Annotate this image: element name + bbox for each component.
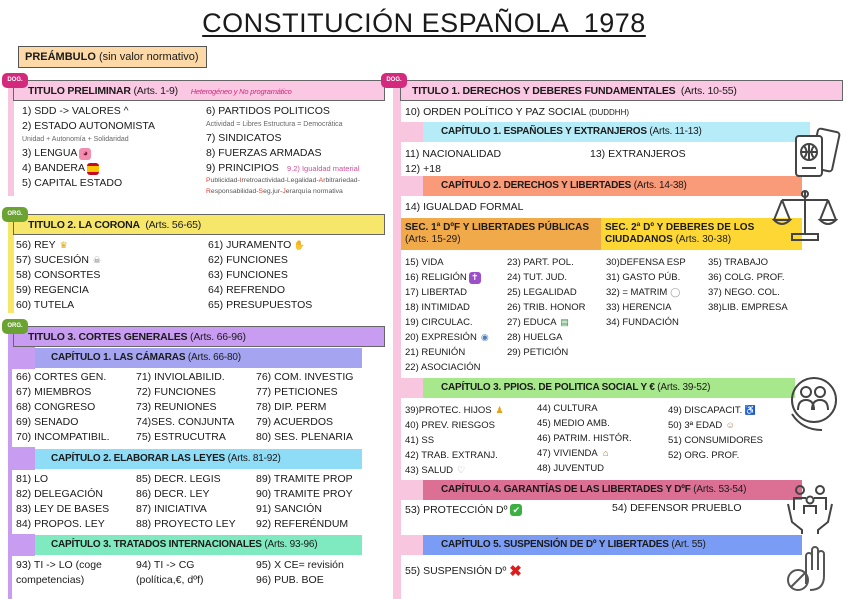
list-item-text: 5) CAPITAL ESTADO xyxy=(22,177,123,189)
cap-arts: (Arts. 14-38) xyxy=(633,180,687,191)
preliminar-arts: (Arts. 1-9) xyxy=(133,85,178,97)
list-item-text: 90) TRAMITE PROY xyxy=(256,488,353,500)
list-item xyxy=(606,270,686,285)
list-item-text: 36) COLG. PROF. xyxy=(708,272,785,283)
list-item-text: 52) ORG. PROF. xyxy=(668,450,740,461)
art54: 54) DEFENSOR PRUEBLO xyxy=(612,502,742,514)
list-item xyxy=(16,472,109,487)
principio: Responsabilidad xyxy=(206,188,257,195)
list-item-text: 28) HUELGA xyxy=(507,332,563,343)
check-icon: ✔ xyxy=(510,504,522,516)
corona-col1 xyxy=(16,238,103,313)
cap-title: CAPÍTULO 2. ELABORAR LAS LEYES xyxy=(51,453,226,464)
list-item xyxy=(136,573,203,588)
list-item-text: 39)PROTEC. HIJOS xyxy=(405,405,492,416)
list-item-text: 21) REUNIÓN xyxy=(405,347,466,358)
cap-title: CAPÍTULO 1. ESPAÑOLES Y EXTRANJEROS xyxy=(441,126,647,137)
principio: Arbitrariedad xyxy=(318,177,358,184)
list-item xyxy=(136,385,234,400)
list-item-text: 30)DEFENSA ESP xyxy=(606,257,686,268)
preliminar-col2 xyxy=(206,104,359,176)
list-item xyxy=(22,119,155,134)
list-item-text: 73) REUNIONES xyxy=(136,401,217,413)
list-item-text: 41) SS xyxy=(405,435,435,446)
list-item xyxy=(16,558,102,573)
cortes-cap3-col2 xyxy=(136,558,203,588)
t1-cap2-col4 xyxy=(708,255,788,315)
sec-title: SEC. 1ª DºF Y LIBERTADES PÚBLICAS xyxy=(405,222,590,233)
list-item-text: 81) LO xyxy=(16,473,49,485)
list-item xyxy=(16,253,103,268)
list-item-text: 59) REGENCIA xyxy=(16,284,89,296)
page-title: CONSTITUCIÓN ESPAÑOLA 1978 xyxy=(202,8,646,38)
list-item-text: 91) SANCIÓN xyxy=(256,503,322,515)
list-item-text: 38)LIB. EMPRESA xyxy=(708,302,788,313)
list-item xyxy=(668,403,763,418)
cap-arts: (Arts. 93-96) xyxy=(264,539,318,550)
list-item-text: 68) CONGRESO xyxy=(16,401,96,413)
list-item xyxy=(208,283,312,298)
list-item xyxy=(136,517,236,532)
list-item-text: 62) FUNCIONES xyxy=(208,254,288,266)
list-item-text: 60) TUTELA xyxy=(16,299,75,311)
t1-cap3-col3 xyxy=(668,403,763,463)
art12: 12) +18 xyxy=(405,163,441,175)
t1-cap5-header xyxy=(401,535,802,555)
list-item xyxy=(405,330,491,345)
list-item xyxy=(405,433,506,448)
t1-cap3-header xyxy=(401,378,795,398)
t1-cap2-col1 xyxy=(405,255,491,375)
list-item xyxy=(256,573,344,588)
list-item xyxy=(256,385,353,400)
ring-icon: ◯ xyxy=(670,287,681,297)
list-item-text: 22) ASOCIACIÓN xyxy=(405,362,481,373)
list-item xyxy=(606,315,686,330)
list-item xyxy=(256,472,353,487)
cap-title: CAPÍTULO 3. PPIOS. DE POLITICA SOCIAL Y € xyxy=(441,382,655,393)
list-item-text: 67) MIEMBROS xyxy=(16,386,92,398)
list-item xyxy=(708,285,788,300)
list-item-text: 24) TUT. JUD. xyxy=(507,272,568,283)
principio: Legalidad xyxy=(286,177,317,184)
cortes-cap1-col1 xyxy=(16,370,110,445)
corona-arts: (Arts. 56-65) xyxy=(145,219,202,231)
cap-arts: (Arts. 81-92) xyxy=(227,453,281,464)
list-item-text: 4) BANDERA xyxy=(22,162,86,174)
list-item-text: 83) LEY DE BASES xyxy=(16,503,110,515)
cap-arts: (Arts. 11-13) xyxy=(649,126,702,137)
art10 xyxy=(405,106,629,118)
list-item xyxy=(16,430,110,445)
cap-title: CAPÍTULO 2. DERECHOS Y LIBERTADES xyxy=(441,180,632,191)
list-item xyxy=(208,298,312,313)
list-item-text: 57) SUCESIÓN xyxy=(16,254,89,266)
cross-icon: ✝ xyxy=(469,272,481,284)
cortes-title: TITULO 3. CORTES GENERALES xyxy=(28,331,188,343)
list-note: Actividad = Libres Estructura = Democrática xyxy=(206,121,343,128)
list-item-text: 44) CULTURA xyxy=(537,403,598,414)
list-item xyxy=(16,415,110,430)
list-item xyxy=(136,558,203,573)
list-item-text: 75) ESTRUCUTRA xyxy=(136,431,226,443)
cortes-cap3-col3 xyxy=(256,558,344,588)
t1-cap2-header xyxy=(401,176,802,196)
list-item xyxy=(206,104,359,119)
books-icon: ▤ xyxy=(560,317,569,327)
family-icon: ♟ xyxy=(495,405,504,415)
tongue-icon: ◕ xyxy=(79,148,91,160)
list-item-text: 74)SES. CONJUNTA xyxy=(136,416,235,428)
list-item-text: 15) VIDA xyxy=(405,257,444,268)
list-item xyxy=(16,268,103,283)
list-item xyxy=(136,487,236,502)
list-item xyxy=(405,448,506,463)
principio: Publicidad xyxy=(206,177,238,184)
list-item-text: 64) REFRENDO xyxy=(208,284,286,296)
dog-badge: DOG. xyxy=(381,73,407,88)
list-item-text: 66) CORTES GEN. xyxy=(16,371,107,383)
list-item xyxy=(606,300,686,315)
list-item-text: 18) INTIMIDAD xyxy=(405,302,470,313)
cortes-cap3-col1 xyxy=(16,558,102,588)
list-item-text: 34) FUNDACIÓN xyxy=(606,317,679,328)
preliminar-col1 xyxy=(22,104,155,191)
list-item-text: 76) COM. INVESTIG xyxy=(256,371,354,383)
list-item-note: 9.2) Igualdad material xyxy=(286,164,360,173)
list-item xyxy=(668,418,763,433)
preambulo-box xyxy=(18,46,207,68)
list-item-text: (política,€, dºf) xyxy=(136,574,204,586)
list-item xyxy=(16,238,103,253)
list-item xyxy=(507,330,585,345)
t1-cap3-col2 xyxy=(537,401,632,476)
preambulo-label: PREÁMBULO xyxy=(25,51,96,63)
list-item-text: 94) TI -> CG xyxy=(136,559,195,571)
titulo1-arts: (Arts. 10-55) xyxy=(680,85,737,97)
corona-title: TITULO 2. LA CORONA xyxy=(28,219,140,231)
list-item-text: 61) JURAMENTO xyxy=(208,239,292,251)
cortes-header xyxy=(13,326,385,347)
stop-hand-icon xyxy=(784,544,832,594)
list-item xyxy=(256,517,353,532)
list-item xyxy=(208,253,312,268)
list-item xyxy=(16,517,109,532)
list-item-text: 78) DIP. PERM xyxy=(256,401,327,413)
list-item xyxy=(668,433,763,448)
passport-icon xyxy=(790,124,846,182)
preliminar-note: Heterogéneo y No programático xyxy=(190,87,292,96)
list-item-text: 1) SDD -> VALORES ^ xyxy=(22,105,129,117)
list-item xyxy=(206,146,359,161)
list-item-text: 27) EDUCA xyxy=(507,317,557,328)
old-woman-icon: ☺ xyxy=(725,420,735,430)
list-item xyxy=(136,415,234,430)
list-item xyxy=(16,370,110,385)
list-item-text: 70) INCOMPATIBIL. xyxy=(16,431,110,443)
list-item-text: 31) GASTO PÚB. xyxy=(606,272,681,283)
cortes-cap2-col3 xyxy=(256,472,353,532)
cortes-arts: (Arts. 66-96) xyxy=(190,331,246,343)
sec-arts: (Arts. 15-29) xyxy=(405,234,461,245)
cap-title: CAPÍTULO 1. LAS CÁMARAS xyxy=(51,352,186,363)
cap-arts: (Arts. 53-54) xyxy=(693,484,747,495)
list-item-text: 40) PREV. RIESGOS xyxy=(405,420,495,431)
list-item xyxy=(537,416,632,431)
list-item xyxy=(16,385,110,400)
list-item-text: 77) PETICIONES xyxy=(256,386,338,398)
art13: 13) EXTRANJEROS xyxy=(590,148,686,160)
corona-col2 xyxy=(208,238,312,313)
list-item-text: 96) PUB. BOE xyxy=(256,574,324,586)
list-item xyxy=(708,255,788,270)
list-item xyxy=(537,446,632,461)
cortes-cap1-header xyxy=(35,348,362,368)
list-item xyxy=(405,345,491,360)
list-item-text: 58) CONSORTES xyxy=(16,269,101,281)
list-item-text: 49) DISCAPACIT. xyxy=(668,405,743,416)
list-item xyxy=(708,270,788,285)
list-item xyxy=(136,502,236,517)
t1-cap1-header xyxy=(401,122,810,142)
list-item-text: 19) CIRCULAC. xyxy=(405,317,473,328)
cortes-cap1-col3 xyxy=(256,370,353,445)
list-item xyxy=(405,360,491,375)
list-item-text: 25) LEGALIDAD xyxy=(507,287,577,298)
preliminar-title: TITULO PRELIMINAR xyxy=(28,85,131,97)
list-item xyxy=(256,415,353,430)
cortes-cap2-header xyxy=(35,449,362,469)
list-item-text: 80) SES. PLENARIA xyxy=(256,431,353,443)
crown-icon: ♛ xyxy=(59,240,68,250)
list-item xyxy=(537,401,632,416)
list-item xyxy=(405,270,491,285)
list-item xyxy=(405,463,506,478)
dog-badge: DOG. xyxy=(2,73,28,88)
art55-text: 55) SUSPENSIÓN Dº xyxy=(405,565,507,577)
list-item xyxy=(206,131,359,146)
list-item xyxy=(136,472,236,487)
sec1-header xyxy=(401,218,601,250)
list-item xyxy=(405,315,491,330)
org-badge: ORG. xyxy=(2,207,28,222)
list-item xyxy=(16,487,109,502)
list-item-text: 88) PROYECTO LEY xyxy=(136,518,236,530)
list-item xyxy=(256,370,353,385)
cap-arts: (Arts. 39-52) xyxy=(657,382,711,393)
list-item-text: 79) ACUERDOS xyxy=(256,416,334,428)
list-item xyxy=(606,255,686,270)
list-item-text: 32) = MATRIM xyxy=(606,287,668,298)
wheelchair-icon: ♿ xyxy=(744,405,756,415)
cap-title: CAPÍTULO 3. TRATADOS INTERNACIONALES xyxy=(51,539,262,550)
principios-acronym: Publicidad-Irretroactividad-Legalidad-Arbitrariedad-Responsabilidad-Seg.jur-Jerarquía normativa xyxy=(206,177,360,195)
hand-icon: ✋ xyxy=(293,240,305,250)
list-item-text: 17) LIBERTAD xyxy=(405,287,467,298)
list-item xyxy=(405,418,506,433)
titulo1-stripe xyxy=(393,86,401,599)
list-item xyxy=(507,300,585,315)
list-item xyxy=(136,370,234,385)
list-item-text: 20) EXPRESIÓN xyxy=(405,332,477,343)
list-item-text: 63) FUNCIONES xyxy=(208,269,288,281)
list-item-text: 42) TRAB. EXTRANJ. xyxy=(405,450,498,461)
list-item xyxy=(16,298,103,313)
list-item-text: 48) JUVENTUD xyxy=(537,463,605,474)
list-item xyxy=(136,400,234,415)
list-item xyxy=(208,238,312,253)
list-item-text: 56) REY xyxy=(16,239,56,251)
house-icon: ⌂ xyxy=(603,448,609,458)
art53-text: 53) PROTECCIÓN Dº xyxy=(405,504,508,516)
cross-mark-icon: ✖ xyxy=(509,563,522,580)
list-item xyxy=(256,502,353,517)
list-item xyxy=(16,400,110,415)
list-item xyxy=(668,448,763,463)
list-item xyxy=(507,285,585,300)
list-item-text: 47) VIVIENDA xyxy=(537,448,598,459)
list-item-text: 84) PROPOS. LEY xyxy=(16,518,105,530)
t1-cap2-col2 xyxy=(507,255,585,360)
cap-title: CAPÍTULO 5. SUSPENSIÓN DE Dº Y LIBERTADES xyxy=(441,539,669,550)
art14: 14) IGUALDAD FORMAL xyxy=(405,201,524,213)
list-item xyxy=(22,104,155,119)
list-item xyxy=(507,270,585,285)
list-item xyxy=(208,268,312,283)
cortes-cap3-header xyxy=(35,535,362,555)
list-item-text: 50) 3ª EDAD xyxy=(668,420,723,431)
flag-icon xyxy=(87,163,99,175)
community-hands-icon xyxy=(786,374,842,436)
list-item-text: 37) NEGO. COL. xyxy=(708,287,780,298)
art10-text: 10) ORDEN POLÍTICO Y PAZ SOCIAL xyxy=(405,106,587,118)
list-item xyxy=(708,300,788,315)
list-item xyxy=(22,161,155,176)
list-note: Unidad + Autonomía + Solidaridad xyxy=(22,136,129,143)
list-item xyxy=(256,487,353,502)
list-item xyxy=(405,300,491,315)
t1-cap2-col3 xyxy=(606,255,686,330)
list-item-text: 92) REFERÉNDUM xyxy=(256,518,349,530)
t1-cap3-col1 xyxy=(405,403,506,478)
preliminar-header xyxy=(13,80,385,101)
list-item-text: 9) PRINCIPIOS xyxy=(206,162,279,174)
cortes-cap1-col2 xyxy=(136,370,234,445)
list-item-text: 3) LENGUA xyxy=(22,147,78,159)
list-item-text: 16) RELIGIÓN xyxy=(405,272,467,283)
list-item xyxy=(206,161,359,176)
list-item-text: 6) PARTIDOS POLITICOS xyxy=(206,105,330,117)
list-item xyxy=(16,502,109,517)
skull-icon: ☠ xyxy=(92,255,101,265)
cortes-cap2-col2 xyxy=(136,472,236,532)
list-item-text: 86) DECR. LEY xyxy=(136,488,210,500)
list-item-text: 65) PRESUPUESTOS xyxy=(208,299,313,311)
list-item-text: 71) INVIOLABILID. xyxy=(136,371,225,383)
list-item xyxy=(136,430,234,445)
cap-title: CAPÍTULO 4. GARANTÍAS DE LAS LIBERTADES Y DºF xyxy=(441,484,691,495)
list-item-text: 35) TRABAJO xyxy=(708,257,769,268)
titulo1-title: TITULO 1. DERECHOS Y DEBERES FUNDAMENTALES xyxy=(412,85,676,97)
corona-header xyxy=(13,214,385,235)
list-item xyxy=(537,461,632,476)
principio: Jerarquía normativa xyxy=(282,188,343,195)
heart-icon: ♡ xyxy=(457,465,466,475)
list-item-text: 45) MEDIO AMB. xyxy=(537,418,610,429)
list-item xyxy=(507,345,585,360)
list-item xyxy=(256,400,353,415)
list-item xyxy=(16,573,102,588)
list-item-text: 85) DECR. LEGIS xyxy=(136,473,221,485)
list-item-text: competencias) xyxy=(16,574,85,586)
principio: Seg.jur xyxy=(258,188,281,195)
cap-arts: (Arts. 66-80) xyxy=(187,352,241,363)
preliminar-stripe xyxy=(8,86,14,196)
titulo1-header xyxy=(400,80,843,101)
list-item-text: 87) INICIATIVA xyxy=(136,503,207,515)
list-item xyxy=(507,315,585,330)
list-item xyxy=(405,403,506,418)
list-item xyxy=(606,285,686,300)
preambulo-note: (sin valor normativo) xyxy=(98,51,199,63)
list-item xyxy=(507,255,585,270)
t1-cap4-header xyxy=(401,480,802,500)
list-item-text: 82) DELEGACIÓN xyxy=(16,488,103,500)
art55 xyxy=(405,562,522,580)
list-item xyxy=(16,283,103,298)
list-item-text: 33) HERENCIA xyxy=(606,302,672,313)
list-item-text: 69) SENADO xyxy=(16,416,79,428)
list-item-text: 7) SINDICATOS xyxy=(206,132,282,144)
list-item-text: 72) FUNCIONES xyxy=(136,386,216,398)
art10-note: (DUDDHH) xyxy=(589,108,630,117)
list-item-text: 26) TRIB. HONOR xyxy=(507,302,586,313)
list-item xyxy=(22,146,155,161)
list-item xyxy=(256,558,344,573)
list-item-text: 51) CONSUMIDORES xyxy=(668,435,764,446)
list-item-text: 93) TI -> LO (coge xyxy=(16,559,102,571)
list-item-text: 43) SALUD xyxy=(405,465,454,476)
list-item-text: 29) PETICIÓN xyxy=(507,347,569,358)
list-item-text: 23) PART. POL. xyxy=(507,257,574,268)
list-item xyxy=(22,176,155,191)
speaking-head-icon: ◉ xyxy=(480,332,489,342)
list-item-text: 8) FUERZAS ARMADAS xyxy=(206,147,322,159)
list-item-text: 95) X CE= revisión xyxy=(256,559,344,571)
sec-title: SEC. 2ª Dº Y DEBERES DE LOS CIUDADANOS xyxy=(605,222,755,245)
list-item-text: 46) PATRIM. HISTÓR. xyxy=(537,433,632,444)
art11: 11) NACIONALIDAD xyxy=(405,148,502,160)
list-item-text: 2) ESTADO AUTONOMISTA xyxy=(22,120,156,132)
list-item xyxy=(537,431,632,446)
cap-arts: (Art. 55) xyxy=(671,539,706,550)
art53 xyxy=(405,504,522,516)
cortes-cap2-col1 xyxy=(16,472,109,532)
family-hands-icon xyxy=(786,484,834,534)
scales-icon xyxy=(772,186,838,244)
list-item-text: 89) TRAMITE PROP xyxy=(256,473,353,485)
list-item xyxy=(256,430,353,445)
list-item xyxy=(405,285,491,300)
list-item xyxy=(405,255,491,270)
org-badge: ORG. xyxy=(2,319,28,334)
sec-arts: (Arts. 30-38) xyxy=(675,234,732,245)
principio: Irretroactividad xyxy=(239,177,285,184)
